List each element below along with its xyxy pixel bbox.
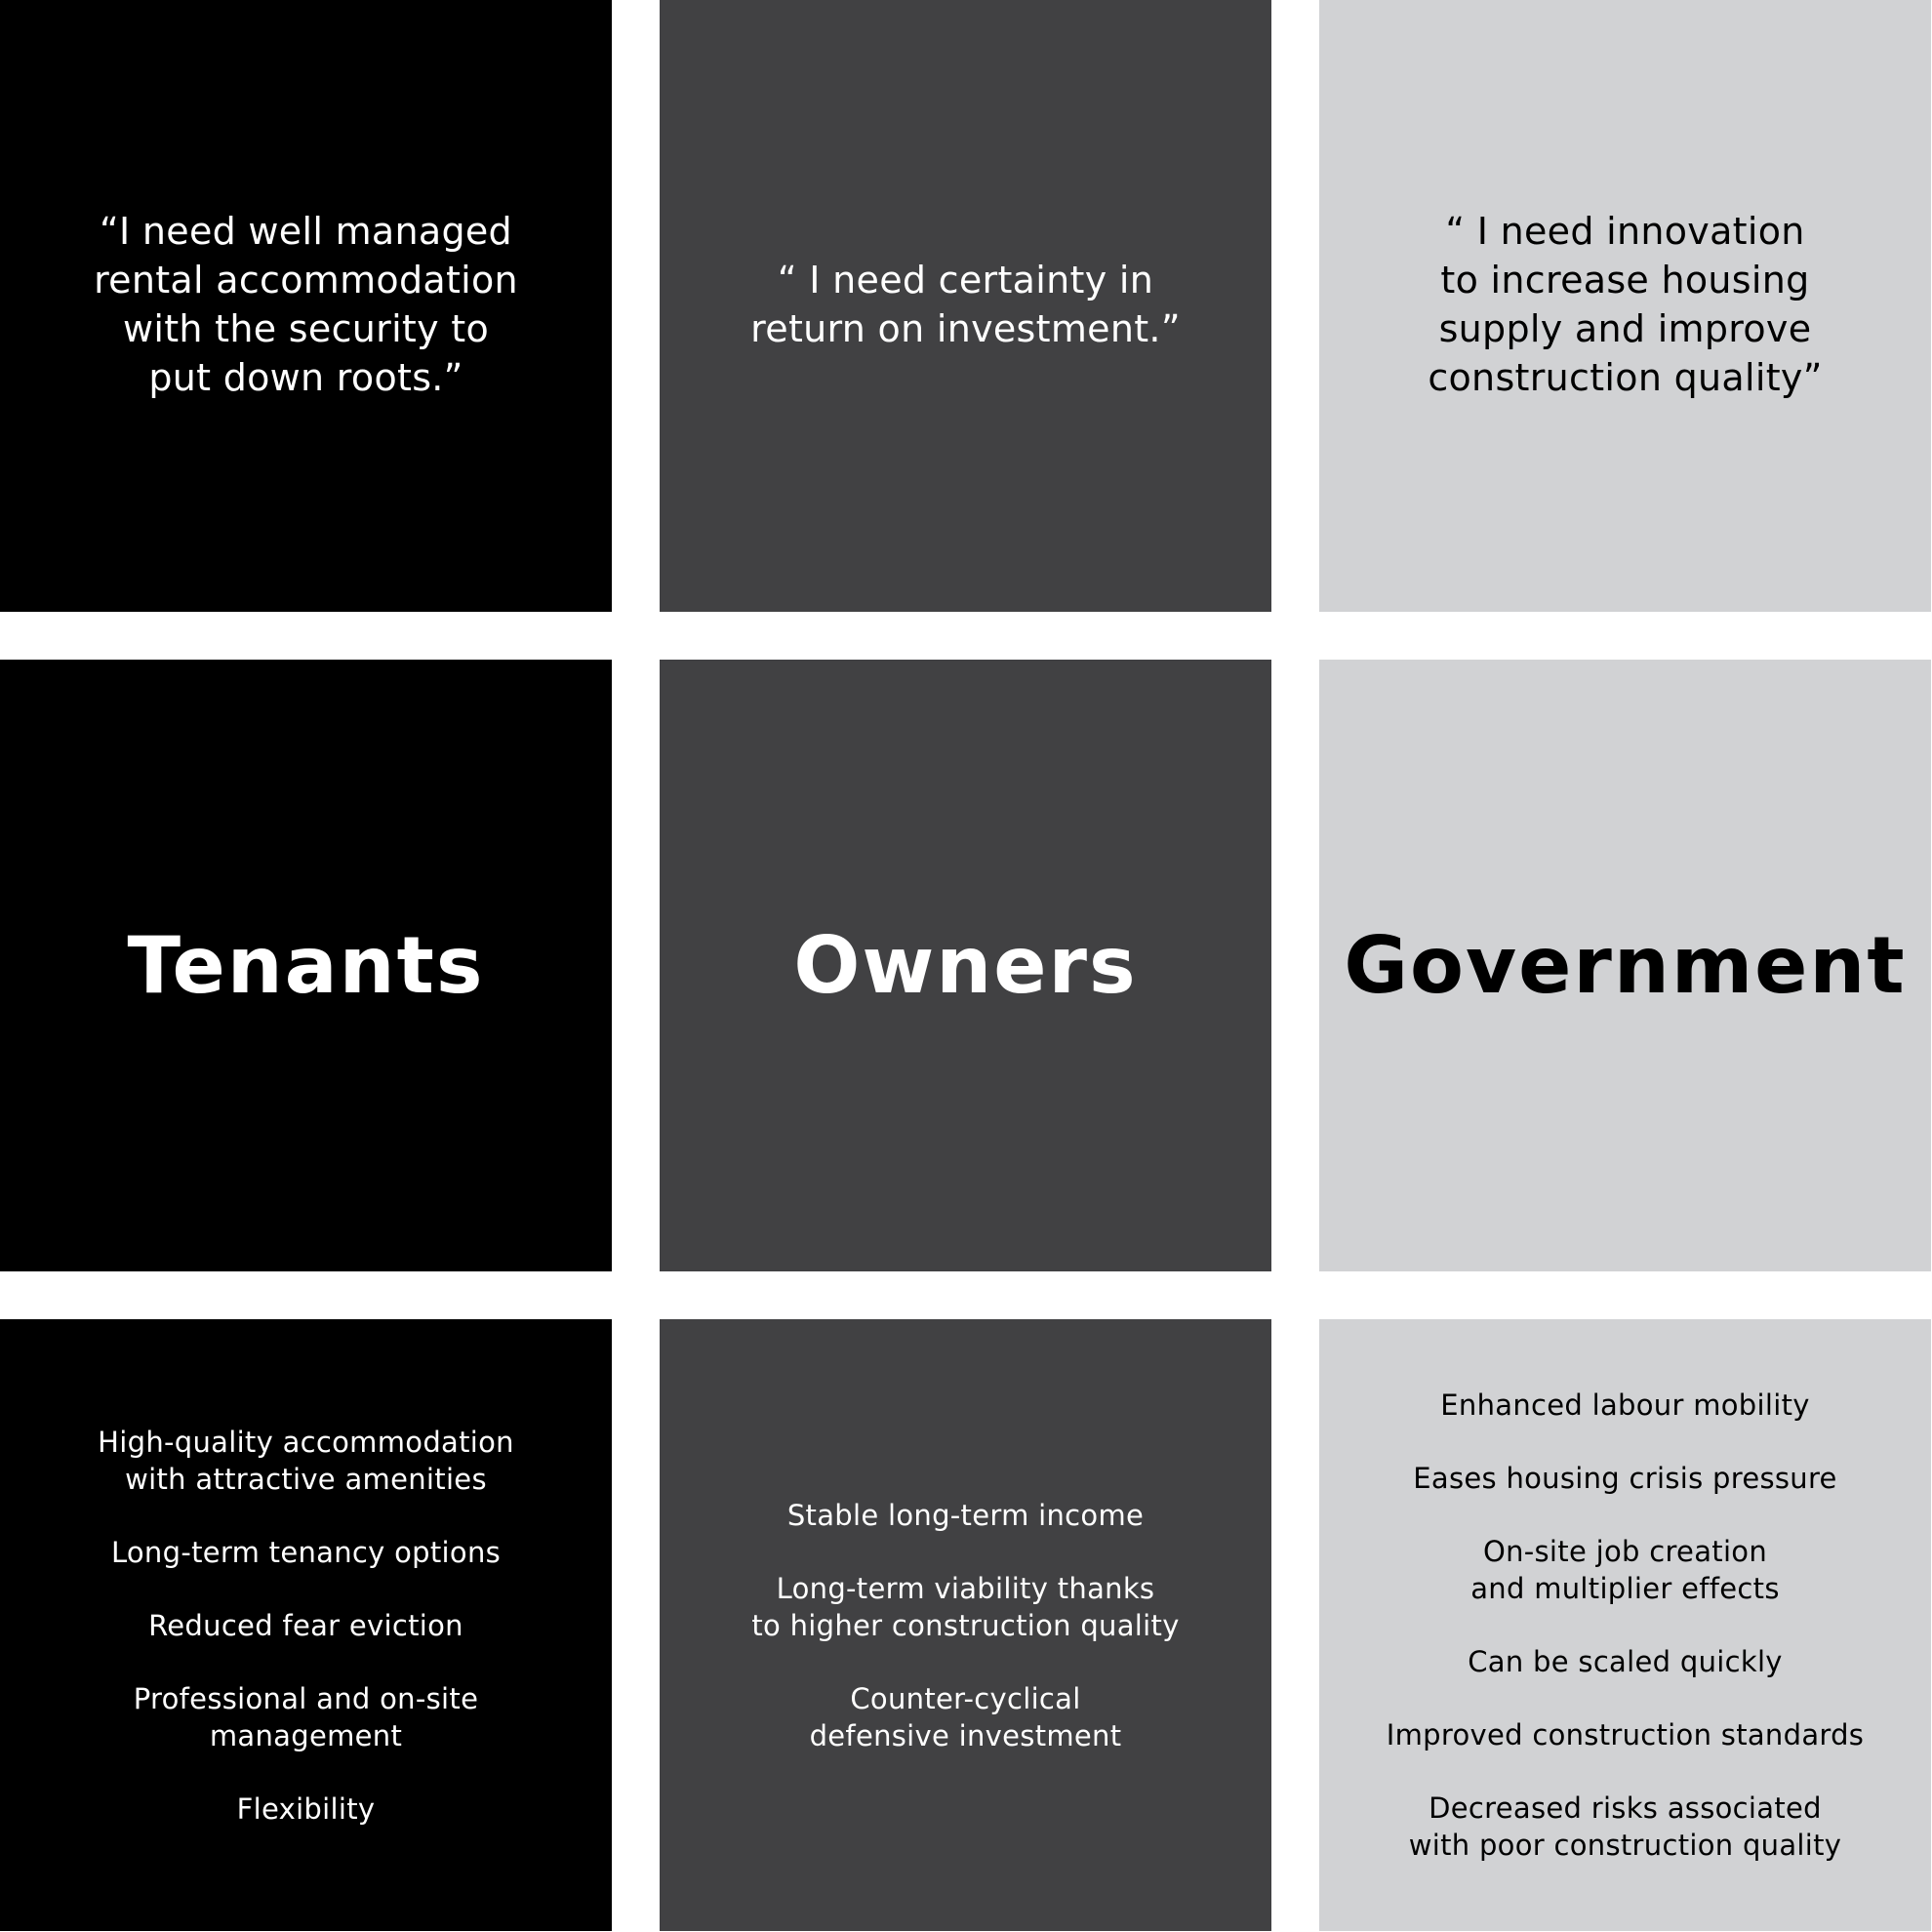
benefit-item: On-site job creation and multiplier effects [1470,1535,1780,1605]
benefit-item: Counter-cyclical defensive investment [809,1681,1122,1752]
government-quote-panel [1319,0,1931,612]
benefit-item: Decreased risks associated with poor construction quality [1408,1791,1842,1862]
tenants-heading-panel [0,660,612,1271]
benefit-item: Improved construction standards [1386,1718,1865,1751]
benefit-item: Can be scaled quickly [1468,1645,1783,1678]
government-quote: “ I need innovation to increase housing supply and improve construction quality” [1428,210,1823,399]
owners-heading: Owners [793,919,1138,1011]
tenants-benefits-panel [0,1319,612,1931]
benefit-item: Eases housing crisis pressure [1413,1462,1837,1495]
owners-heading-panel [660,660,1271,1271]
government-heading: Government [1344,919,1907,1011]
government-benefits-list [1387,1387,1864,1864]
benefit-item: Enhanced labour mobility [1440,1389,1810,1422]
owners-benefits-panel [660,1319,1271,1931]
benefit-item: Long-term viability thanks to higher construction quality [751,1571,1180,1642]
benefit-item: Reduced fear eviction [148,1608,463,1642]
tenants-heading: Tenants [127,919,485,1011]
benefit-item: Long-term tenancy options [110,1535,502,1569]
owners-quote-panel [660,0,1271,612]
government-heading-panel [1319,660,1931,1271]
benefit-item: High-quality accommodation with attractive amenities [98,1425,514,1496]
benefit-item: Professional and on-site management [133,1681,479,1752]
benefit-item: Flexibility [236,1791,376,1826]
tenants-quote-panel [0,0,612,612]
benefit-item: Stable long-term income [786,1498,1145,1532]
tenants-benefits-list [98,1424,514,1828]
owners-quote: “ I need certainty in return on investment.” [750,259,1181,350]
owners-benefits-list [751,1497,1179,1754]
tenants-quote: “I need well managed rental accommodation with the security to put down roots.” [94,210,518,399]
government-benefits-panel [1319,1319,1931,1931]
